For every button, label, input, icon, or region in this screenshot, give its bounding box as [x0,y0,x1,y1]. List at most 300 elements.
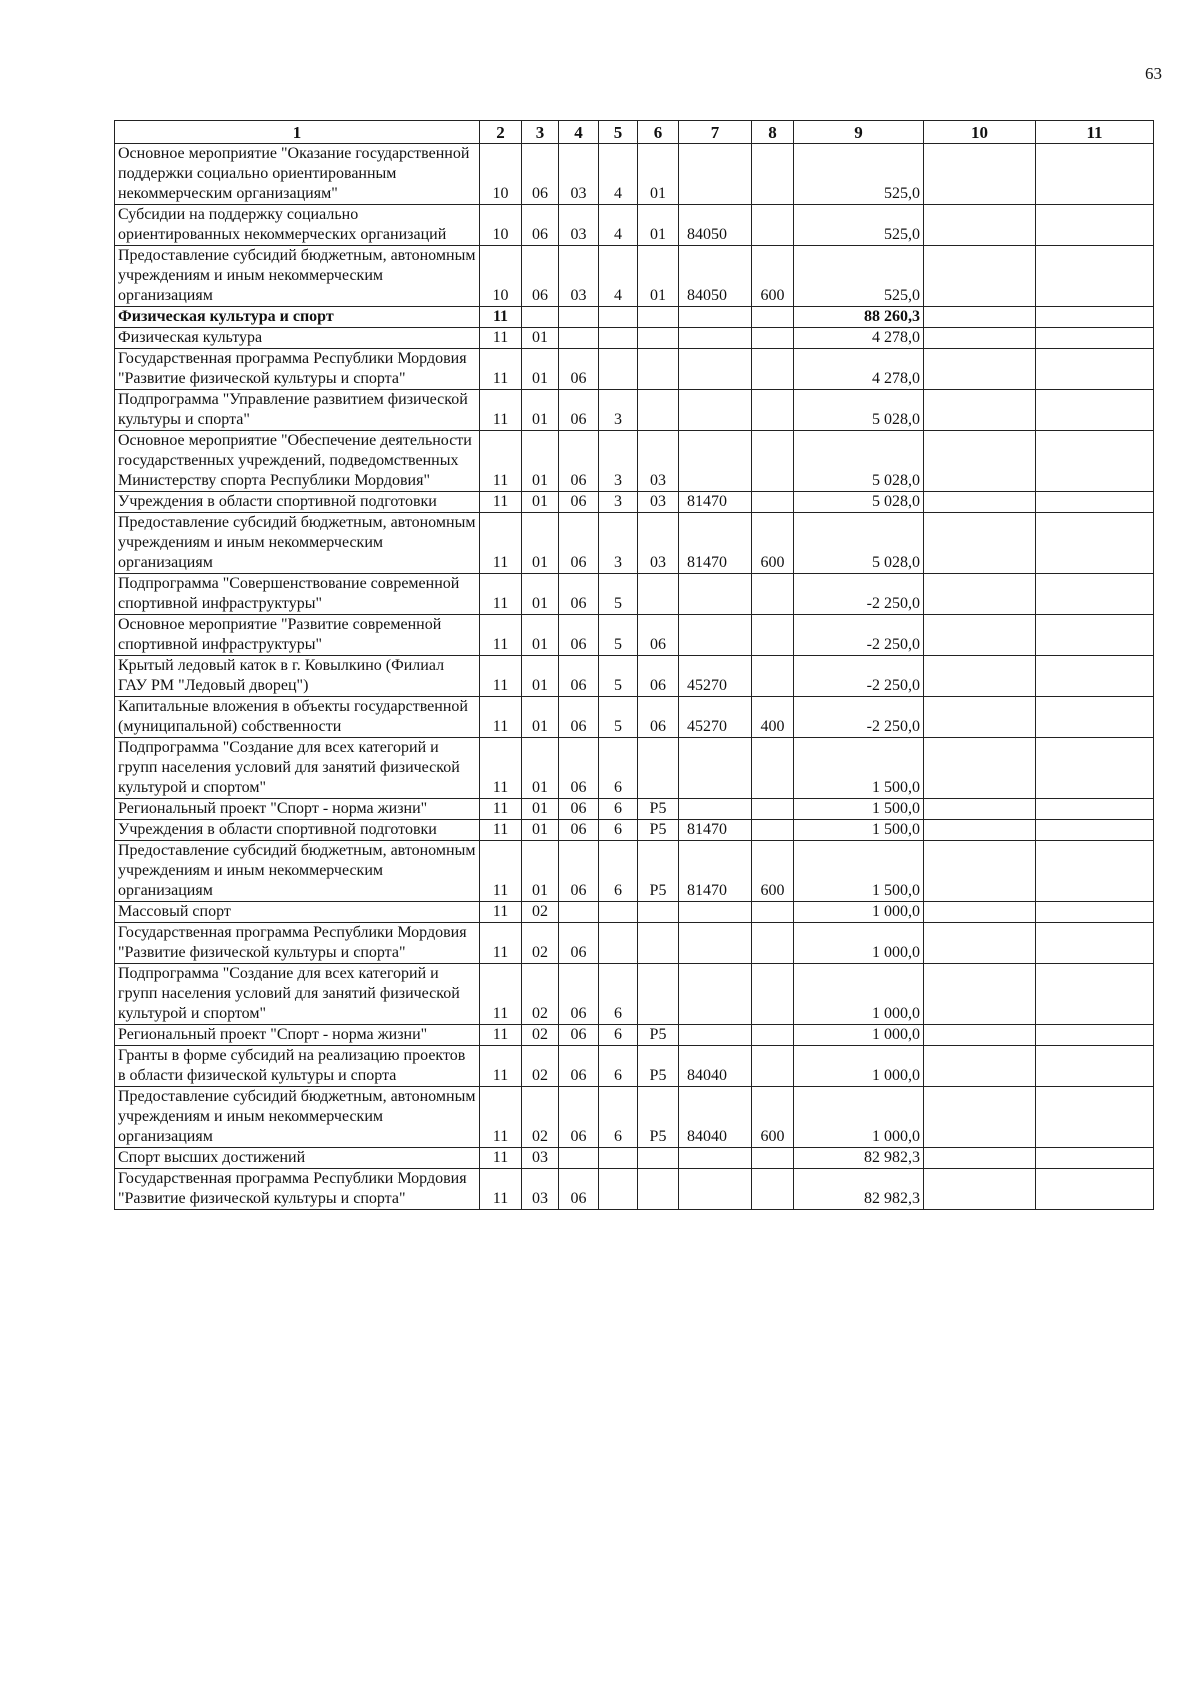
program-code-cell: 06 [559,513,599,574]
table-row [115,799,1154,820]
table-row [115,349,1154,390]
activity-code-cell [638,902,679,923]
amount-col10-cell [924,1148,1036,1169]
subprogram-code-cell: 5 [599,656,638,697]
expense-type-cell [752,1046,794,1087]
section-code-cell: 11 [480,1148,522,1169]
subprogram-code-cell: 5 [599,574,638,615]
amount-col11-cell [1036,615,1154,656]
activity-code-cell: P5 [638,1046,679,1087]
table-row [115,615,1154,656]
amount-col11-cell [1036,307,1154,328]
section-code-cell: 11 [480,738,522,799]
program-code-cell: 06 [559,349,599,390]
amount-col11-cell [1036,328,1154,349]
amount-cell: 525,0 [794,205,924,246]
direction-code-cell [679,1025,752,1046]
direction-code-cell [679,390,752,431]
table-row [115,431,1154,492]
column-header: 10 [924,121,1036,144]
subsection-code-cell: 01 [522,349,559,390]
section-code-cell: 11 [480,349,522,390]
direction-code-cell [679,307,752,328]
expense-type-cell [752,1148,794,1169]
row-name-cell: Региональный проект "Спорт - норма жизни" [115,799,480,820]
program-code-cell: 06 [559,390,599,431]
section-code-cell: 11 [480,513,522,574]
amount-cell: 1 500,0 [794,841,924,902]
amount-cell: 4 278,0 [794,328,924,349]
expense-type-cell: 600 [752,246,794,307]
amount-col11-cell [1036,841,1154,902]
section-code-cell: 11 [480,799,522,820]
subprogram-code-cell [599,923,638,964]
subsection-code-cell: 02 [522,1087,559,1148]
program-code-cell: 06 [559,738,599,799]
program-code-cell: 06 [559,1025,599,1046]
subprogram-code-cell: 6 [599,738,638,799]
expense-type-cell [752,820,794,841]
subsection-code-cell: 01 [522,738,559,799]
amount-col10-cell [924,390,1036,431]
direction-code-cell: 81470 [679,841,752,902]
table-row [115,492,1154,513]
amount-col11-cell [1036,964,1154,1025]
table-row [115,246,1154,307]
activity-code-cell [638,307,679,328]
subprogram-code-cell [599,349,638,390]
row-name-cell: Основное мероприятие "Оказание государственной поддержки социально ориентированным некоммерческим организациям" [115,144,480,205]
expense-type-cell [752,574,794,615]
amount-cell: 525,0 [794,144,924,205]
amount-cell: -2 250,0 [794,656,924,697]
amount-col10-cell [924,349,1036,390]
amount-cell: 5 028,0 [794,431,924,492]
activity-code-cell: P5 [638,1087,679,1148]
program-code-cell: 06 [559,492,599,513]
subprogram-code-cell: 4 [599,144,638,205]
subprogram-code-cell: 6 [599,1025,638,1046]
row-name-cell: Предоставление субсидий бюджетным, автономным учреждениям и иным некоммерческим организациям [115,1087,480,1148]
column-header: 3 [522,121,559,144]
amount-col10-cell [924,615,1036,656]
expense-type-cell [752,615,794,656]
subprogram-code-cell: 6 [599,1046,638,1087]
row-name-cell: Предоставление субсидий бюджетным, автономным учреждениям и иным некоммерческим организациям [115,513,480,574]
subprogram-code-cell: 6 [599,964,638,1025]
column-header: 8 [752,121,794,144]
subsection-code-cell: 06 [522,144,559,205]
direction-code-cell: 81470 [679,513,752,574]
row-name-cell: Подпрограмма "Создание для всех категорий и групп населения условий для занятий физической культурой и спортом" [115,738,480,799]
subsection-code-cell: 01 [522,697,559,738]
row-name-cell: Подпрограмма "Совершенствование современной спортивной инфраструктуры" [115,574,480,615]
section-code-cell: 11 [480,431,522,492]
amount-cell: -2 250,0 [794,697,924,738]
amount-cell: 525,0 [794,246,924,307]
subprogram-code-cell [599,902,638,923]
amount-col10-cell [924,1087,1036,1148]
column-header: 2 [480,121,522,144]
amount-col11-cell [1036,349,1154,390]
subsection-code-cell: 01 [522,390,559,431]
expense-type-cell [752,1169,794,1210]
amount-col10-cell [924,738,1036,799]
section-code-cell: 11 [480,574,522,615]
column-header: 4 [559,121,599,144]
amount-col11-cell [1036,1148,1154,1169]
section-code-cell: 11 [480,390,522,431]
program-code-cell [559,328,599,349]
amount-col10-cell [924,205,1036,246]
table-row [115,1148,1154,1169]
amount-cell: 1 000,0 [794,1046,924,1087]
amount-col10-cell [924,1025,1036,1046]
subsection-code-cell: 01 [522,513,559,574]
subprogram-code-cell: 3 [599,390,638,431]
program-code-cell: 06 [559,431,599,492]
program-code-cell: 06 [559,799,599,820]
subsection-code-cell: 02 [522,1025,559,1046]
subprogram-code-cell: 3 [599,513,638,574]
section-code-cell: 11 [480,1046,522,1087]
subprogram-code-cell [599,307,638,328]
amount-col11-cell [1036,513,1154,574]
amount-col11-cell [1036,205,1154,246]
row-name-cell: Подпрограмма "Управление развитием физической культуры и спорта" [115,390,480,431]
amount-cell: 1 500,0 [794,820,924,841]
amount-col10-cell [924,841,1036,902]
direction-code-cell: 45270 [679,697,752,738]
expense-type-cell [752,307,794,328]
row-name-cell: Массовый спорт [115,902,480,923]
amount-col10-cell [924,1169,1036,1210]
subsection-code-cell: 03 [522,1148,559,1169]
direction-code-cell [679,431,752,492]
expense-type-cell [752,492,794,513]
amount-col11-cell [1036,431,1154,492]
amount-cell: 5 028,0 [794,513,924,574]
direction-code-cell [679,1169,752,1210]
amount-col11-cell [1036,697,1154,738]
column-header: 7 [679,121,752,144]
program-code-cell: 06 [559,820,599,841]
activity-code-cell: P5 [638,820,679,841]
activity-code-cell [638,738,679,799]
direction-code-cell [679,902,752,923]
expense-type-cell [752,902,794,923]
program-code-cell: 06 [559,1046,599,1087]
section-code-cell: 10 [480,144,522,205]
amount-col10-cell [924,1046,1036,1087]
row-name-cell: Субсидии на поддержку социально ориентированных некоммерческих организаций [115,205,480,246]
expense-type-cell [752,144,794,205]
expense-type-cell [752,328,794,349]
expense-type-cell [752,964,794,1025]
column-header: 9 [794,121,924,144]
direction-code-cell: 84050 [679,246,752,307]
program-code-cell: 03 [559,205,599,246]
amount-col10-cell [924,902,1036,923]
subsection-code-cell: 01 [522,492,559,513]
table-row [115,820,1154,841]
subprogram-code-cell [599,1148,638,1169]
table-header-row [115,121,1154,144]
amount-col11-cell [1036,799,1154,820]
table-row [115,1087,1154,1148]
table-body [115,144,1154,1210]
subsection-code-cell: 03 [522,1169,559,1210]
table-row [115,574,1154,615]
amount-col10-cell [924,964,1036,1025]
table-row [115,964,1154,1025]
amount-col11-cell [1036,492,1154,513]
column-header: 6 [638,121,679,144]
program-code-cell: 03 [559,246,599,307]
activity-code-cell [638,574,679,615]
activity-code-cell: 06 [638,615,679,656]
row-name-cell: Основное мероприятие "Развитие современной спортивной инфраструктуры" [115,615,480,656]
expense-type-cell [752,799,794,820]
row-name-cell: Учреждения в области спортивной подготовки [115,492,480,513]
direction-code-cell [679,923,752,964]
amount-col11-cell [1036,246,1154,307]
section-code-cell: 10 [480,246,522,307]
direction-code-cell [679,738,752,799]
subsection-code-cell: 02 [522,1046,559,1087]
section-code-cell: 11 [480,1087,522,1148]
amount-col11-cell [1036,656,1154,697]
subprogram-code-cell: 4 [599,205,638,246]
amount-col10-cell [924,697,1036,738]
activity-code-cell: 03 [638,431,679,492]
activity-code-cell: P5 [638,799,679,820]
activity-code-cell [638,1148,679,1169]
section-code-cell: 11 [480,902,522,923]
table-row [115,841,1154,902]
amount-col10-cell [924,492,1036,513]
direction-code-cell: 81470 [679,820,752,841]
program-code-cell: 06 [559,1169,599,1210]
subsection-code-cell: 02 [522,923,559,964]
budget-table [114,120,1154,1210]
row-name-cell: Спорт высших достижений [115,1148,480,1169]
row-name-cell: Учреждения в области спортивной подготовки [115,820,480,841]
expense-type-cell [752,431,794,492]
table-row [115,390,1154,431]
amount-col11-cell [1036,1046,1154,1087]
program-code-cell: 06 [559,964,599,1025]
section-code-cell: 11 [480,615,522,656]
amount-col10-cell [924,246,1036,307]
subsection-code-cell: 06 [522,246,559,307]
program-code-cell: 06 [559,574,599,615]
subsection-code-cell: 01 [522,656,559,697]
expense-type-cell [752,738,794,799]
section-code-cell: 11 [480,328,522,349]
amount-col10-cell [924,923,1036,964]
table-row [115,1169,1154,1210]
activity-code-cell: 06 [638,697,679,738]
subprogram-code-cell: 3 [599,431,638,492]
subprogram-code-cell: 3 [599,492,638,513]
amount-col10-cell [924,431,1036,492]
section-code-cell: 10 [480,205,522,246]
program-code-cell: 03 [559,144,599,205]
activity-code-cell: 03 [638,513,679,574]
subprogram-code-cell: 6 [599,820,638,841]
expense-type-cell: 600 [752,841,794,902]
program-code-cell: 06 [559,697,599,738]
row-name-cell: Капитальные вложения в объекты государственной (муниципальной) собственности [115,697,480,738]
section-code-cell: 11 [480,1025,522,1046]
column-header: 1 [115,121,480,144]
table-row [115,1025,1154,1046]
activity-code-cell [638,349,679,390]
amount-col10-cell [924,820,1036,841]
activity-code-cell [638,1169,679,1210]
activity-code-cell: 01 [638,246,679,307]
direction-code-cell [679,1148,752,1169]
subsection-code-cell: 01 [522,841,559,902]
amount-cell: -2 250,0 [794,574,924,615]
amount-col11-cell [1036,144,1154,205]
amount-col10-cell [924,328,1036,349]
table-row [115,1046,1154,1087]
row-name-cell: Физическая культура [115,328,480,349]
amount-cell: 1 500,0 [794,799,924,820]
amount-col11-cell [1036,1169,1154,1210]
amount-cell: 82 982,3 [794,1148,924,1169]
amount-col10-cell [924,307,1036,328]
section-code-cell: 11 [480,1169,522,1210]
expense-type-cell [752,1025,794,1046]
amount-cell: 1 000,0 [794,902,924,923]
section-code-cell: 11 [480,841,522,902]
expense-type-cell [752,390,794,431]
row-name-cell: Крытый ледовый каток в г. Ковылкино (Филиал ГАУ РМ "Ледовый дворец") [115,656,480,697]
row-name-cell: Предоставление субсидий бюджетным, автономным учреждениям и иным некоммерческим организациям [115,841,480,902]
amount-col11-cell [1036,820,1154,841]
program-code-cell [559,307,599,328]
expense-type-cell [752,923,794,964]
activity-code-cell [638,390,679,431]
row-name-cell: Физическая культура и спорт [115,307,480,328]
subprogram-code-cell: 6 [599,1087,638,1148]
table-row [115,902,1154,923]
activity-code-cell [638,923,679,964]
subprogram-code-cell [599,328,638,349]
direction-code-cell: 45270 [679,656,752,697]
amount-cell: 82 982,3 [794,1169,924,1210]
column-header: 5 [599,121,638,144]
row-name-cell: Подпрограмма "Создание для всех категорий и групп населения условий для занятий физической культурой и спортом" [115,964,480,1025]
table-row [115,328,1154,349]
table-row [115,923,1154,964]
program-code-cell: 06 [559,615,599,656]
activity-code-cell: 01 [638,205,679,246]
subprogram-code-cell: 4 [599,246,638,307]
amount-col10-cell [924,144,1036,205]
expense-type-cell: 400 [752,697,794,738]
subsection-code-cell: 02 [522,964,559,1025]
subprogram-code-cell: 6 [599,799,638,820]
subsection-code-cell: 01 [522,615,559,656]
subsection-code-cell: 01 [522,328,559,349]
section-code-cell: 11 [480,656,522,697]
section-code-cell: 11 [480,492,522,513]
column-header: 11 [1036,121,1154,144]
amount-cell: 1 000,0 [794,1087,924,1148]
direction-code-cell [679,349,752,390]
amount-cell: 4 278,0 [794,349,924,390]
program-code-cell: 06 [559,923,599,964]
expense-type-cell: 600 [752,513,794,574]
row-name-cell: Государственная программа Республики Мордовия "Развитие физической культуры и спорта" [115,349,480,390]
row-name-cell: Государственная программа Республики Мордовия "Развитие физической культуры и спорта" [115,923,480,964]
program-code-cell [559,1148,599,1169]
amount-col10-cell [924,574,1036,615]
amount-col10-cell [924,656,1036,697]
table-row [115,656,1154,697]
subprogram-code-cell: 5 [599,697,638,738]
amount-col11-cell [1036,923,1154,964]
activity-code-cell: 03 [638,492,679,513]
amount-col11-cell [1036,738,1154,799]
row-name-cell: Предоставление субсидий бюджетным, автономным учреждениям и иным некоммерческим организациям [115,246,480,307]
table-row [115,144,1154,205]
direction-code-cell [679,328,752,349]
amount-col10-cell [924,513,1036,574]
direction-code-cell [679,964,752,1025]
subsection-code-cell: 01 [522,431,559,492]
activity-code-cell: P5 [638,841,679,902]
expense-type-cell [752,349,794,390]
activity-code-cell [638,328,679,349]
direction-code-cell [679,574,752,615]
subsection-code-cell: 01 [522,820,559,841]
direction-code-cell: 84040 [679,1087,752,1148]
direction-code-cell [679,615,752,656]
section-code-cell: 11 [480,697,522,738]
subsection-code-cell [522,307,559,328]
row-name-cell: Основное мероприятие "Обеспечение деятельности государственных учреждений, подведомственных Министерству спорта Республики Мордовия" [115,431,480,492]
direction-code-cell: 84050 [679,205,752,246]
program-code-cell: 06 [559,1087,599,1148]
amount-col11-cell [1036,1025,1154,1046]
section-code-cell: 11 [480,307,522,328]
program-code-cell: 06 [559,841,599,902]
section-code-cell: 11 [480,964,522,1025]
amount-cell: 1 500,0 [794,738,924,799]
activity-code-cell: 06 [638,656,679,697]
activity-code-cell: 01 [638,144,679,205]
section-code-cell: 11 [480,923,522,964]
amount-cell: 1 000,0 [794,1025,924,1046]
direction-code-cell [679,799,752,820]
amount-cell: 5 028,0 [794,492,924,513]
activity-code-cell [638,964,679,1025]
amount-col10-cell [924,799,1036,820]
row-name-cell: Государственная программа Республики Мордовия "Развитие физической культуры и спорта" [115,1169,480,1210]
page-number: 63 [1145,64,1162,83]
subsection-code-cell: 06 [522,205,559,246]
subprogram-code-cell: 5 [599,615,638,656]
table-row [115,307,1154,328]
activity-code-cell: P5 [638,1025,679,1046]
amount-col11-cell [1036,902,1154,923]
amount-cell: 5 028,0 [794,390,924,431]
